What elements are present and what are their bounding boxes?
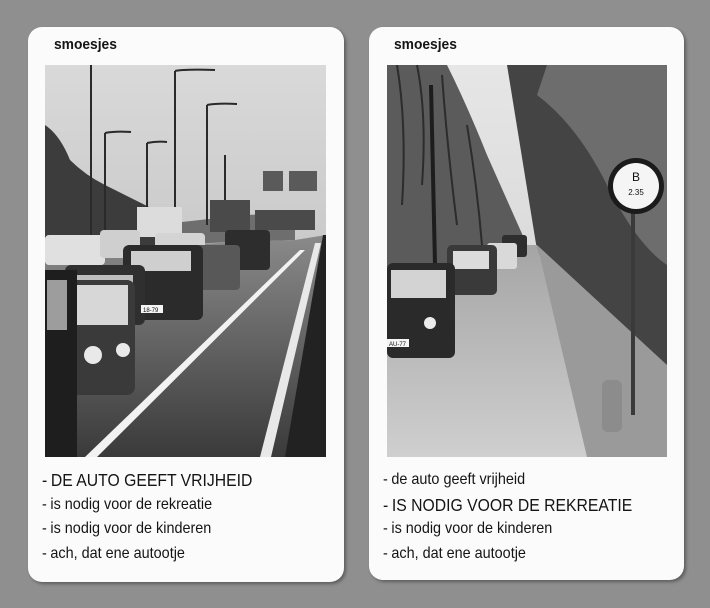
- line-text: IS NODIG VOOR DE REKREATIE: [391, 494, 633, 515]
- country-road-photo: [387, 65, 667, 457]
- license-plate-text: AU-77: [389, 342, 407, 348]
- list-item: - is nodig voor de kinderen: [383, 520, 553, 537]
- list-item: - is nodig voor de rekreatie: [42, 495, 213, 513]
- card-title: smoesjes: [54, 36, 117, 53]
- highway-traffic-photo: [45, 65, 326, 457]
- line-text: is nodig voor de kinderen: [391, 520, 553, 537]
- license-plate-text: 18-79: [143, 308, 159, 314]
- line-text: is nodig voor de kinderen: [50, 520, 212, 537]
- list-item: - ach, dat ene autootje: [383, 544, 526, 562]
- list-item: - ach, dat ene autootje: [42, 544, 185, 562]
- sign-letter: B: [631, 170, 641, 184]
- card-left: [28, 27, 344, 582]
- card-text-list: [42, 468, 276, 566]
- line-text: ach, dat ene autootje: [50, 544, 185, 562]
- line-text: de auto geeft vrijheid: [391, 471, 526, 488]
- card-title: smoesjes: [394, 36, 457, 53]
- list-item: - is nodig voor de kinderen: [42, 520, 212, 537]
- card-text-list: [383, 468, 660, 566]
- line-text: is nodig voor de rekreatie: [50, 495, 213, 513]
- sign-subtext: 2.35: [628, 188, 644, 197]
- line-text: DE AUTO GEEFT VRIJHEID: [50, 470, 253, 490]
- card-right: [369, 27, 684, 580]
- list-item: - IS NODIG VOOR DE REKREATIE: [383, 494, 633, 515]
- list-item: - DE AUTO GEEFT VRIJHEID: [42, 470, 253, 490]
- list-item: - de auto geeft vrijheid: [383, 471, 526, 488]
- line-text: ach, dat ene autootje: [391, 544, 526, 562]
